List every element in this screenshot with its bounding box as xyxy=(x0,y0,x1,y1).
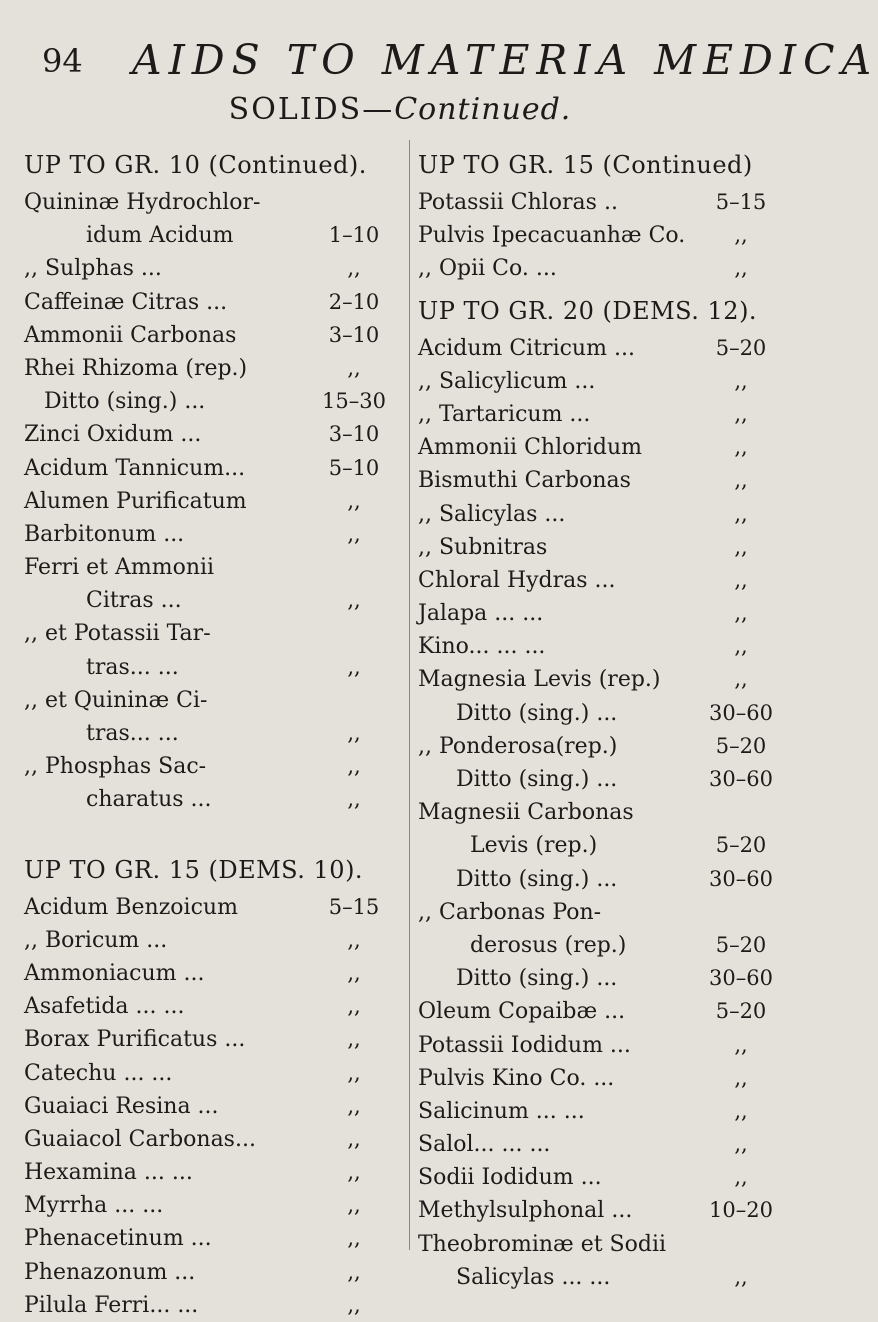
drug-dose: ,, xyxy=(347,1093,361,1118)
drug-dose: ,, xyxy=(347,1226,361,1251)
drug-name: Phenacetinum ... xyxy=(24,1226,212,1252)
drug-row xyxy=(24,485,399,518)
drug-dose: ,, xyxy=(347,1060,361,1085)
drug-dose: 5–20 xyxy=(715,932,767,957)
right-column xyxy=(418,140,786,1294)
drug-row xyxy=(24,651,399,684)
drug-name: Salol... ... ... xyxy=(418,1132,551,1158)
drug-dose: ,, xyxy=(734,256,748,281)
drug-name: idum Acidum xyxy=(86,223,234,249)
drug-row xyxy=(418,663,786,696)
drug-row xyxy=(418,531,786,564)
dose-group-heading: UP TO GR. 10 (Continued). xyxy=(24,151,367,179)
drug-row xyxy=(24,891,399,924)
drug-name: charatus ... xyxy=(86,787,212,813)
drug-dose: ,, xyxy=(347,256,361,281)
drug-name: Pulvis Ipecacuanhæ Co. xyxy=(418,223,686,249)
drug-row xyxy=(24,186,399,219)
drug-name: Guaiaci Resina ... xyxy=(24,1093,219,1119)
drug-name: ,, Ponderosa(rep.) xyxy=(418,733,618,759)
drug-name: tras... ... xyxy=(86,721,179,746)
drug-dose: 30–60 xyxy=(709,767,773,791)
drug-row xyxy=(418,332,786,365)
drug-row xyxy=(418,464,786,497)
drug-name: Oleum Copaibæ ... xyxy=(418,999,626,1025)
drug-row xyxy=(418,564,786,597)
drug-dose: 2–10 xyxy=(328,289,380,314)
drug-dose: 5–10 xyxy=(328,455,380,480)
drug-dose: ,, xyxy=(347,488,361,513)
drug-name: Caffeinæ Citras ... xyxy=(24,289,228,315)
drug-row xyxy=(24,352,399,385)
section-title-main: SOLIDS— xyxy=(228,92,395,127)
drug-dose: ,, xyxy=(734,1065,748,1090)
drug-name: ,, Boricum ... xyxy=(24,927,168,953)
drug-name: Phenazonum ... xyxy=(24,1259,196,1285)
drug-row xyxy=(418,1128,786,1161)
section-title-continued: Continued. xyxy=(394,92,572,127)
drug-dose: 5–15 xyxy=(328,894,380,919)
drug-row xyxy=(24,1057,399,1090)
drug-row xyxy=(24,286,399,319)
drug-name: ,, et Quininæ Ci- xyxy=(24,687,208,713)
drug-row xyxy=(418,630,786,663)
drug-dose: ,, xyxy=(734,1165,748,1190)
drug-row xyxy=(418,730,786,763)
drug-row xyxy=(24,1123,399,1156)
drug-row xyxy=(24,1156,399,1189)
left-column xyxy=(24,140,399,1322)
drug-dose: ,, xyxy=(347,787,361,812)
drug-row xyxy=(24,783,399,816)
drug-row xyxy=(418,219,786,252)
drug-name: ,, Sulphas ... xyxy=(24,256,162,282)
drug-row xyxy=(418,796,786,829)
drug-name: Guaiacol Carbonas... xyxy=(24,1126,256,1152)
drug-row xyxy=(418,398,786,431)
drug-dose: ,, xyxy=(347,1027,361,1052)
drug-dose: 30–60 xyxy=(709,966,773,991)
drug-name: Methylsulphonal ... xyxy=(418,1198,633,1224)
drug-row xyxy=(24,319,399,352)
drug-row xyxy=(24,924,399,957)
drug-dose: 5–20 xyxy=(715,335,767,360)
drug-name: Zinci Oxidum ... xyxy=(24,422,202,448)
drug-dose: ,, xyxy=(347,927,361,952)
drug-row xyxy=(24,1090,399,1123)
drug-name: Pilula Ferri... ... xyxy=(24,1292,199,1318)
drug-name: derosus (rep.) xyxy=(470,932,627,958)
drug-name: ,, Salicylicum ... xyxy=(418,368,596,394)
dose-group-heading: UP TO GR. 15 (Continued) xyxy=(418,151,753,179)
drug-dose: ,, xyxy=(347,355,361,380)
drug-row xyxy=(418,1062,786,1095)
drug-dose: ,, xyxy=(347,588,361,613)
drug-name: Rhei Rhizoma (rep.) xyxy=(24,355,248,381)
dose-group-heading: UP TO GR. 20 (DEMS. 12). xyxy=(418,296,758,325)
running-title: AIDS TO MATERIA MEDICA xyxy=(132,36,878,84)
drug-name: Ditto (sing.) ... xyxy=(44,389,206,415)
drug-row xyxy=(418,863,786,896)
drug-dose: ,, xyxy=(734,435,748,460)
drug-dose: 5–15 xyxy=(715,190,767,214)
drug-dose: ,, xyxy=(347,1193,361,1218)
drug-dose: ,, xyxy=(734,468,748,493)
drug-dose: ,, xyxy=(347,654,361,679)
drug-dose: 10–20 xyxy=(709,1198,773,1223)
drug-name: Salicylas ... ... xyxy=(456,1264,611,1290)
drug-row xyxy=(418,929,786,962)
drug-row xyxy=(24,385,399,418)
drug-name: tras... ... xyxy=(86,654,179,680)
drug-dose: ,, xyxy=(734,1264,748,1289)
drug-dose: ,, xyxy=(734,634,748,659)
drug-row xyxy=(24,1289,399,1322)
drug-row xyxy=(418,896,786,929)
drug-row xyxy=(418,1228,786,1261)
drug-dose: ,, xyxy=(347,1126,361,1151)
drug-dose: ,, xyxy=(347,754,361,779)
drug-name: Ammoniacum ... xyxy=(24,960,205,986)
drug-name: ,, et Potassii Tar- xyxy=(24,621,211,647)
drug-row xyxy=(24,717,399,750)
drug-row xyxy=(418,1194,786,1227)
drug-row xyxy=(24,617,399,650)
drug-dose: 3–10 xyxy=(328,322,380,347)
drug-name: Chloral Hydras ... xyxy=(418,567,616,593)
drug-name: Magnesii Carbonas xyxy=(418,800,634,826)
drug-row xyxy=(24,518,399,551)
drug-name: Ditto (sing.) ... xyxy=(456,966,618,992)
drug-name: Acidum Tannicum... xyxy=(24,455,246,481)
drug-row xyxy=(418,597,786,630)
drug-dose: ,, xyxy=(347,960,361,985)
drug-row xyxy=(418,962,786,995)
drug-dose: 15–30 xyxy=(322,389,386,414)
drug-name: Ammonii Carbonas xyxy=(24,322,237,348)
drug-row xyxy=(24,1189,399,1222)
drug-dose: 30–60 xyxy=(709,700,773,725)
drug-name: Jalapa ... ... xyxy=(418,601,544,627)
drug-row xyxy=(24,551,399,584)
drug-dose: ,, xyxy=(734,401,748,426)
drug-dose: ,, xyxy=(734,1132,748,1157)
drug-name: Sodii Iodidum ... xyxy=(418,1165,602,1191)
drug-row xyxy=(418,498,786,531)
drug-row xyxy=(418,365,786,398)
drug-dose: ,, xyxy=(734,1032,748,1057)
drug-name: Borax Purificatus ... xyxy=(24,1027,246,1053)
drug-name: Ferri et Ammonii xyxy=(24,555,215,581)
drug-name: Levis (rep.) xyxy=(470,833,598,859)
drug-row xyxy=(24,990,399,1023)
drug-name: Magnesia Levis (rep.) xyxy=(418,667,661,693)
drug-dose: ,, xyxy=(734,501,748,526)
page-number: 94 xyxy=(42,42,83,80)
drug-row xyxy=(24,418,399,451)
drug-name: Myrrha ... ... xyxy=(24,1193,164,1219)
drug-row xyxy=(418,186,786,219)
drug-dose: ,, xyxy=(734,1098,748,1123)
drug-row xyxy=(418,431,786,464)
drug-dose: 30–60 xyxy=(709,866,773,891)
section-gap xyxy=(24,817,399,845)
drug-row xyxy=(24,1023,399,1056)
drug-name: ,, Carbonas Pon- xyxy=(418,899,602,925)
drug-name: ,, Subnitras xyxy=(418,534,548,560)
drug-name: Potassii Chloras .. xyxy=(418,190,618,215)
drug-dose: 5–20 xyxy=(715,733,767,758)
drug-row xyxy=(418,763,786,796)
drug-name: Acidum Citricum ... xyxy=(418,335,635,361)
drug-name: ,, Phosphas Sac- xyxy=(24,754,207,780)
drug-name: ,, Salicylas ... xyxy=(418,501,566,527)
drug-name: Ammonii Chloridum xyxy=(418,435,643,461)
drug-name: Asafetida ... ... xyxy=(24,994,185,1020)
drug-row xyxy=(418,1029,786,1062)
drug-name: Barbitonum ... xyxy=(24,521,185,547)
drug-row xyxy=(418,1261,786,1294)
drug-row xyxy=(418,1161,786,1194)
drug-dose: ,, xyxy=(734,534,748,559)
drug-row xyxy=(418,995,786,1028)
drug-dose: ,, xyxy=(347,721,361,745)
drug-row xyxy=(24,219,399,252)
drug-row xyxy=(24,1256,399,1289)
drug-row xyxy=(24,1222,399,1255)
drug-name: Potassii Iodidum ... xyxy=(418,1032,631,1058)
drug-name: Hexamina ... ... xyxy=(24,1160,193,1186)
section-title xyxy=(0,92,800,127)
drug-name: ,, Tartaricum ... xyxy=(418,401,591,427)
drug-row xyxy=(24,452,399,485)
column-divider xyxy=(409,140,410,1250)
drug-name: Citras ... xyxy=(86,588,182,614)
drug-dose: ,, xyxy=(347,994,361,1019)
drug-name: Bismuthi Carbonas xyxy=(418,468,631,494)
drug-row xyxy=(24,252,399,285)
drug-dose: ,, xyxy=(734,667,748,692)
drug-dose: ,, xyxy=(734,368,748,393)
drug-name: Acidum Benzoicum xyxy=(24,894,238,920)
drug-dose: 5–20 xyxy=(715,999,767,1024)
drug-dose: ,, xyxy=(734,567,748,592)
drug-row xyxy=(24,957,399,990)
drug-dose: ,, xyxy=(347,1259,361,1284)
drug-row xyxy=(418,829,786,862)
drug-dose: ,, xyxy=(347,521,361,546)
dose-group-heading: UP TO GR. 15 (DEMS. 10). xyxy=(24,855,364,884)
drug-row xyxy=(24,750,399,783)
drug-name: Ditto (sing.) ... xyxy=(456,700,618,726)
drug-name: Theobrominæ et Sodii xyxy=(418,1231,667,1257)
drug-name: Alumen Purificatum xyxy=(24,488,247,514)
drug-row xyxy=(418,252,786,285)
drug-row xyxy=(418,1095,786,1128)
drug-dose: 3–10 xyxy=(328,422,380,447)
drug-name: Kino... ... ... xyxy=(418,634,546,660)
drug-name: Catechu ... ... xyxy=(24,1060,173,1086)
drug-row xyxy=(24,584,399,617)
drug-name: ,, Opii Co. ... xyxy=(418,256,557,282)
drug-name: Pulvis Kino Co. ... xyxy=(418,1065,615,1091)
drug-dose: ,, xyxy=(734,601,748,626)
drug-dose: ,, xyxy=(734,223,748,248)
drug-name: Ditto (sing.) ... xyxy=(456,866,618,892)
drug-dose: ,, xyxy=(347,1292,361,1317)
drug-dose: 1–10 xyxy=(328,223,380,248)
running-head xyxy=(42,18,878,84)
drug-row xyxy=(24,684,399,717)
drug-dose: 5–20 xyxy=(715,833,767,858)
drug-name: Salicinum ... ... xyxy=(418,1098,585,1124)
drug-row xyxy=(418,697,786,730)
drug-name: Ditto (sing.) ... xyxy=(456,767,618,792)
drug-dose: ,, xyxy=(347,1160,361,1185)
drug-name: Quininæ Hydrochlor- xyxy=(24,190,261,215)
